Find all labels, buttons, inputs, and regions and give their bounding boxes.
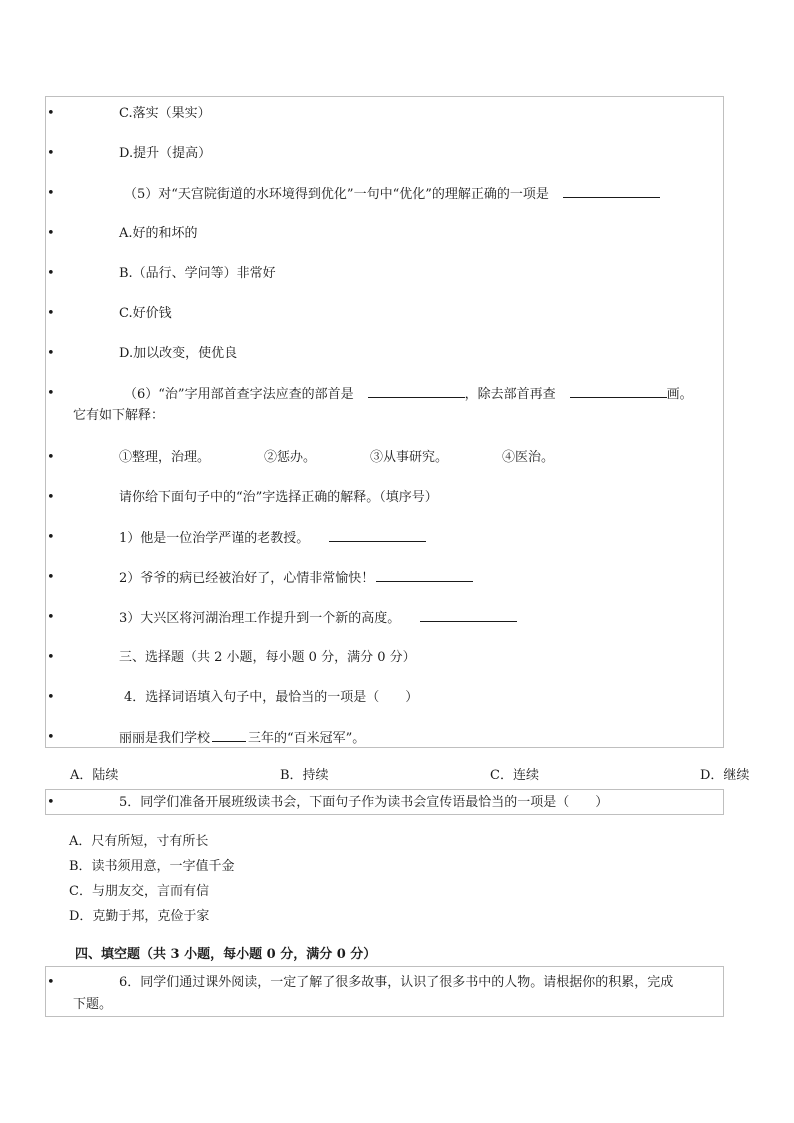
bullet: • — [47, 795, 55, 810]
bullet: • — [47, 226, 55, 241]
q4-options — [0, 766, 794, 786]
question-text: 5．同学们准备开展班级读书会，下面句子作为读书会宣传语最恰当的一项是（ ） — [119, 795, 609, 810]
option-text: A.好的和坏的 — [119, 226, 198, 241]
question-box-1 — [45, 96, 724, 748]
answer-blank[interactable] — [212, 727, 246, 742]
option-c[interactable]: C．连续 — [490, 768, 539, 783]
list-item — [46, 972, 723, 1016]
section-heading: 三、选择题（共 2 小题，每小题 0 分，满分 0 分） — [119, 650, 416, 665]
list-item — [46, 343, 723, 365]
bullet: • — [47, 610, 55, 625]
instruction-text: 请你给下面句子中的“治”字选择正确的解释。（填序号） — [119, 490, 438, 505]
question-text: （5）对“天宫院街道的水环境得到优化”一句中“优化”的理解正确的一项是 — [124, 187, 549, 202]
list-item — [46, 527, 723, 549]
answer-blank[interactable] — [368, 383, 465, 398]
list-item — [46, 183, 723, 205]
list-item — [46, 687, 723, 709]
meaning-2: ②惩办。 — [264, 450, 317, 465]
list-item — [46, 647, 723, 669]
option-c[interactable]: C．与朋友交，言而有信 — [69, 884, 209, 899]
meaning-3: ③从事研究。 — [370, 450, 449, 465]
bullet: • — [47, 690, 55, 705]
question-text: 6．同学们通过课外阅读，一定了解了很多故事，认识了很多书中的人物。请根据你的积累，完成 — [119, 975, 674, 990]
sentence-text: 1）他是一位治学严谨的老教授。 — [119, 531, 310, 546]
list-item — [46, 143, 723, 165]
option-text: C.落实（果实） — [119, 106, 211, 121]
list-item — [46, 303, 723, 325]
list-item — [46, 263, 723, 285]
list-item — [46, 447, 723, 469]
answer-blank[interactable] — [420, 607, 517, 622]
bullet: • — [47, 146, 55, 161]
question-text-line2: 下题。 — [73, 997, 113, 1012]
bullet: • — [47, 730, 55, 745]
bullet: • — [47, 386, 55, 401]
list-item — [46, 727, 723, 749]
question-box-2 — [45, 789, 724, 815]
list-item — [46, 792, 723, 814]
bullet: • — [47, 306, 55, 321]
option-a[interactable]: A．尺有所短，寸有所长 — [69, 834, 209, 849]
list-item — [46, 607, 723, 629]
list-item — [46, 103, 723, 125]
bullet: • — [47, 530, 55, 545]
option-text: C.好价钱 — [119, 306, 172, 321]
bullet: • — [47, 650, 55, 665]
bullet: • — [47, 490, 55, 505]
bullet: • — [47, 186, 55, 201]
option-text: D.加以改变，使优良 — [119, 346, 238, 361]
answer-blank[interactable] — [329, 527, 426, 542]
answer-blank[interactable] — [570, 383, 667, 398]
bullet: • — [47, 570, 55, 585]
meaning-4: ④医治。 — [502, 450, 555, 465]
section-heading: 四、填空题（共 3 小题，每小题 0 分，满分 0 分） — [75, 947, 377, 962]
question-box-3 — [45, 966, 724, 1017]
option-d[interactable]: D．克勤于邦，克俭于家 — [69, 909, 210, 924]
answer-blank[interactable] — [563, 183, 660, 198]
bullet: • — [47, 106, 55, 121]
option-b[interactable]: B．持续 — [280, 768, 329, 783]
bullet: • — [47, 450, 55, 465]
question-text-line2: 它有如下解释： — [73, 408, 165, 423]
option-text: D.提升（提高） — [119, 146, 212, 161]
option-d[interactable]: D．继续 — [700, 768, 750, 783]
bullet: • — [47, 266, 55, 281]
sentence-text: 2）爷爷的病已经被治好了，心情非常愉快！ — [119, 571, 375, 586]
list-item — [46, 567, 723, 589]
bullet: • — [47, 975, 55, 990]
meaning-1: ①整理，治理。 — [119, 450, 211, 465]
answer-blank[interactable] — [376, 567, 473, 582]
list-item — [46, 383, 723, 427]
question-text: （6）“治”字用部首查字法应查的部首是 — [124, 387, 354, 402]
question-text: 4．选择词语填入句子中，最恰当的一项是（ ） — [124, 690, 419, 705]
sentence-text: 三年的“百米冠军”。 — [248, 731, 366, 746]
list-item — [46, 487, 723, 509]
option-a[interactable]: A．陆续 — [70, 768, 119, 783]
question-text: 画。 — [666, 387, 693, 402]
sentence-text: 3）大兴区将河湖治理工作提升到一个新的高度。 — [119, 611, 401, 626]
option-b[interactable]: B．读书须用意，一字值千金 — [69, 859, 235, 874]
option-text: B.（品行、学问等）非常好 — [119, 266, 276, 281]
sentence-text: 丽丽是我们学校 — [119, 731, 211, 746]
q5-options — [69, 829, 235, 929]
question-text: ，除去部首再查 — [464, 387, 556, 402]
bullet: • — [47, 346, 55, 361]
list-item — [46, 223, 723, 245]
